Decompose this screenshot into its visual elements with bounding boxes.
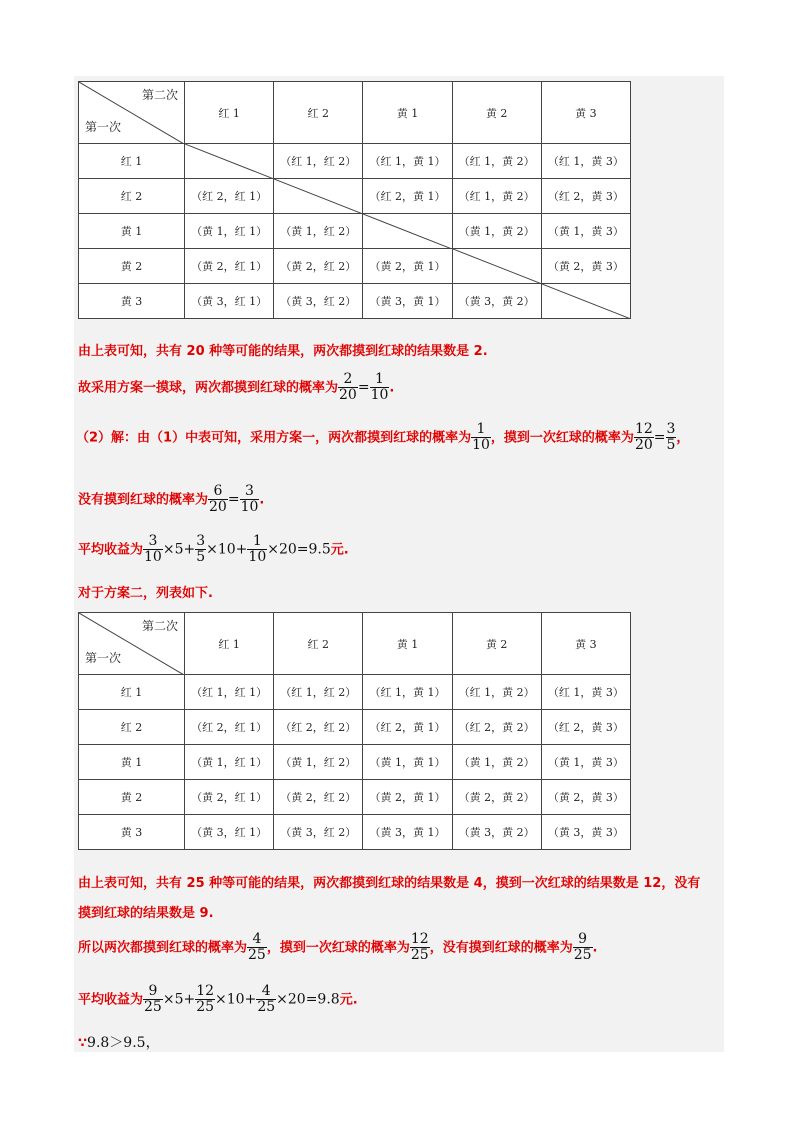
column-header: 黄 1 (363, 82, 452, 144)
table-cell: （黄 3，黄 1） (363, 284, 452, 319)
table-cell: （黄 1，黄 1） (363, 745, 452, 780)
paragraph: 没有摸到红球的概率为 $\frac{6}{20}$ = $\frac{3}{10}$ . (78, 483, 265, 516)
row-header: 黄 3 (79, 815, 185, 850)
table-cell: （黄 2，黄 2） (452, 780, 541, 815)
table-cell: （黄 3，红 1） (185, 284, 274, 319)
corner-label-second: 第二次 (141, 88, 178, 102)
table-row (79, 675, 631, 710)
table-row (79, 284, 631, 319)
table-cell: （黄 1，红 1） (185, 745, 274, 780)
row-header: 红 2 (79, 179, 185, 214)
table-cell: （红 1，红 2） (274, 144, 363, 179)
table-cell: （黄 1，黄 2） (452, 214, 541, 249)
table-cell: （黄 1，红 1） (185, 214, 274, 249)
paragraph: ∵9.8＞9.5， (78, 1035, 160, 1051)
table-cell: （红 1，黄 3） (541, 675, 630, 710)
column-header: 红 1 (185, 82, 274, 144)
table-cell: （黄 2，红 1） (185, 249, 274, 284)
table-cell: （黄 3，红 2） (274, 815, 363, 850)
corner-label-first: 第一次 (85, 120, 122, 134)
table-cell: （黄 2，黄 3） (541, 249, 630, 284)
table-cell: （红 1，黄 1） (363, 144, 452, 179)
table-cell: （黄 1，黄 3） (541, 214, 630, 249)
fraction: $\frac{12}{25}$ (196, 983, 215, 1016)
paragraph: 由上表可知，共有 25 种等可能的结果，两次都摸到红球的结果数是 4，摸到一次红球的结果数是 12，没有 (78, 876, 701, 891)
column-header: 黄 1 (363, 613, 452, 675)
table-cell: （黄 2，红 2） (274, 249, 363, 284)
paragraph: 所以两次都摸到红球的概率为 $\frac{4}{25}$ ，摸到一次红球的概率为 $\frac{12}{25}$ ，没有摸到红球的概率为 $\frac{9}{25}$ . (78, 931, 598, 964)
fraction: $\frac{2}{20}$ (339, 371, 357, 404)
table-row (79, 745, 631, 780)
table-cell: （红 1，黄 2） (452, 144, 541, 179)
column-header: 红 2 (274, 613, 363, 675)
fraction: $\frac{12}{25}$ (410, 931, 429, 964)
table-cell: （黄 2，红 2） (274, 780, 363, 815)
fraction: $\frac{9}{25}$ (573, 931, 592, 964)
table-cell: （红 1，黄 3） (541, 144, 630, 179)
fraction: $\frac{12}{20}$ (634, 421, 653, 454)
diagonal-empty-cell (541, 284, 630, 319)
fraction: $\frac{1}{10}$ (472, 421, 490, 454)
column-header: 黄 3 (541, 613, 630, 675)
table-cell: （红 2，红 1） (185, 179, 274, 214)
table-cell: （黄 2，黄 3） (541, 780, 630, 815)
row-header: 红 2 (79, 710, 185, 745)
table-row (79, 249, 631, 284)
fraction: $\frac{1}{10}$ (248, 533, 267, 566)
table-cell: （黄 1，黄 2） (452, 745, 541, 780)
table-cell: （红 1，黄 1） (363, 675, 452, 710)
fraction: $\frac{3}{10}$ (144, 533, 162, 566)
table-cell: （黄 3，红 1） (185, 815, 274, 850)
paragraph: 平均收益为 $\frac{3}{10}$ ×5+ $\frac{3}{5}$ ×10+ $\frac{1}{10}$ ×20=9.5元. (78, 533, 349, 566)
table-corner-header (79, 82, 185, 144)
paragraph: （2）解：由（1）中表可知，采用方案一，两次都摸到红球的概率为 $\frac{1}{10}$ ，摸到一次红球的概率为 $\frac{12}{20}$ = $\frac{3}{5}$ ， (76, 421, 690, 454)
table-cell: （黄 3，黄 1） (363, 815, 452, 850)
table-cell: （黄 2，黄 1） (363, 249, 452, 284)
column-header: 黄 3 (541, 82, 630, 144)
table-row (79, 214, 631, 249)
table-cell: （黄 2，黄 1） (363, 780, 452, 815)
column-header: 红 1 (185, 613, 274, 675)
table-cell: （红 2，黄 2） (452, 710, 541, 745)
table-row (79, 815, 631, 850)
fraction: $\frac{6}{20}$ (209, 483, 227, 516)
table-cell: （红 2，红 2） (274, 710, 363, 745)
fraction: $\frac{9}{25}$ (144, 983, 162, 1016)
row-header: 黄 1 (79, 214, 185, 249)
diagonal-empty-cell (274, 179, 363, 214)
column-header: 黄 2 (452, 613, 541, 675)
fraction: $\frac{3}{5}$ (196, 533, 206, 566)
table-cell: （红 1，黄 2） (452, 675, 541, 710)
table-cell: （红 1，黄 2） (452, 179, 541, 214)
paragraph: 平均收益为 $\frac{9}{25}$ ×5+ $\frac{12}{25}$ ×10+ $\frac{4}{25}$ ×20=9.8元. (78, 983, 358, 1016)
table-corner-header (79, 613, 185, 675)
table-cell: （红 2，红 1） (185, 710, 274, 745)
row-header: 黄 1 (79, 745, 185, 780)
table-row (79, 780, 631, 815)
paragraph: 故采用方案一摸球，两次都摸到红球的概率为 $\frac{2}{20}$ = $\frac{1}{10}$ . (78, 371, 395, 404)
diagonal-empty-cell (185, 144, 274, 179)
outcome-table-plan-one (78, 81, 631, 319)
row-header: 黄 2 (79, 780, 185, 815)
row-header: 黄 2 (79, 249, 185, 284)
table-cell: （红 2，黄 3） (541, 710, 630, 745)
fraction: $\frac{3}{10}$ (240, 483, 259, 516)
paragraph: 摸到红球的结果数是 9. (78, 906, 214, 921)
table-row (79, 179, 631, 214)
fraction: $\frac{1}{10}$ (370, 371, 389, 404)
table-cell: （黄 1，黄 3） (541, 745, 630, 780)
table-row (79, 710, 631, 745)
diagonal-empty-cell (452, 249, 541, 284)
table-cell: （黄 3，黄 2） (452, 284, 541, 319)
table-cell: （红 1，红 1） (185, 675, 274, 710)
table-cell: （红 2，黄 1） (363, 710, 452, 745)
row-header: 黄 3 (79, 284, 185, 319)
paragraph: 对于方案二，列表如下. (78, 586, 213, 601)
table-cell: （黄 3，红 2） (274, 284, 363, 319)
because-symbol: ∵ (78, 1036, 88, 1051)
column-header: 红 2 (274, 82, 363, 144)
corner-label-second: 第二次 (141, 619, 178, 633)
fraction: $\frac{4}{25}$ (257, 983, 276, 1016)
fraction: $\frac{3}{5}$ (666, 421, 676, 454)
row-header: 红 1 (79, 144, 185, 179)
table-cell: （黄 1，红 2） (274, 745, 363, 780)
fraction: $\frac{4}{25}$ (248, 931, 266, 964)
table-cell: （黄 2，红 1） (185, 780, 274, 815)
outcome-table-plan-two (78, 612, 631, 850)
table-cell: （黄 3，黄 3） (541, 815, 630, 850)
diagonal-empty-cell (363, 214, 452, 249)
column-header: 黄 2 (452, 82, 541, 144)
table-cell: （黄 1，红 2） (274, 214, 363, 249)
paragraph: 由上表可知，共有 20 种等可能的结果，两次都摸到红球的结果数是 2. (78, 344, 488, 359)
table-row (79, 144, 631, 179)
table-cell: （红 2，黄 1） (363, 179, 452, 214)
corner-label-first: 第一次 (85, 651, 122, 665)
table-cell: （黄 3，黄 2） (452, 815, 541, 850)
table-cell: （红 2，黄 3） (541, 179, 630, 214)
table-cell: （红 1，红 2） (274, 675, 363, 710)
row-header: 红 1 (79, 675, 185, 710)
